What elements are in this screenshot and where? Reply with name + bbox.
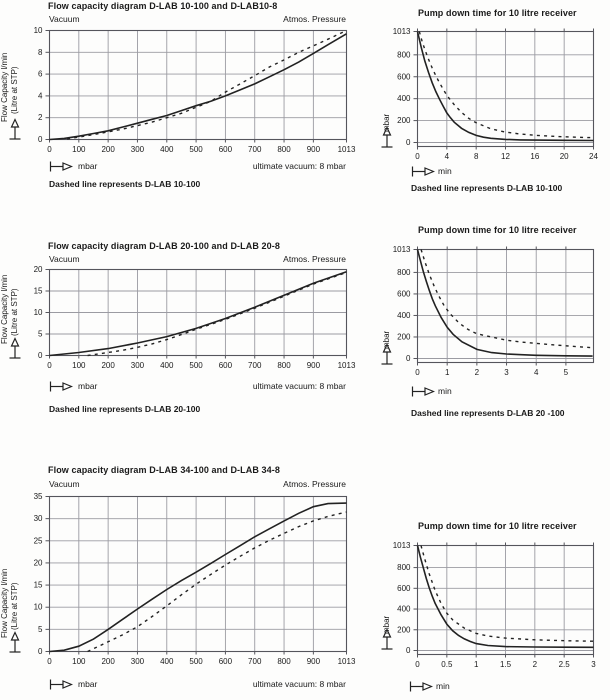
- x-tick-label: 600: [218, 145, 233, 154]
- x-tick-label: 0: [47, 657, 52, 666]
- x-tick-label: 1.5: [499, 660, 512, 669]
- dashed-curve: [67, 31, 346, 140]
- y-axis-label: Flow Capacity l/min: [0, 568, 9, 638]
- y-tick-label: 200: [397, 625, 411, 635]
- x-tick-label: 3: [504, 368, 509, 377]
- y-tick-label: 8: [38, 47, 43, 57]
- y-tick-label: 6: [38, 69, 43, 79]
- x-tick-label: 0: [47, 145, 52, 154]
- y-tick-label: 15: [33, 580, 43, 590]
- dashed-line-caption: Dashed line represents D-LAB 10-100: [49, 179, 201, 189]
- y-tick-label: 5: [38, 624, 43, 634]
- y-tick-label: 30: [33, 514, 43, 524]
- x-tick-label: 8: [473, 152, 479, 161]
- x-tick-label: 200: [101, 361, 115, 370]
- y-axis-label: mbar: [382, 113, 391, 132]
- y-tick-label: 25: [33, 536, 43, 546]
- flow-capacity-20-plot-area: [33, 265, 356, 370]
- y-tick-label: 600: [397, 72, 411, 82]
- x-tick-label: 0: [415, 660, 420, 669]
- bar-arrow-right-icon: [409, 681, 433, 692]
- y-tick-label: 35: [33, 492, 43, 501]
- x-tick-label: 300: [130, 361, 145, 370]
- grid-lines: [50, 270, 347, 356]
- x-tick-label: 200: [101, 145, 115, 154]
- bar-arrow-right-icon: [49, 381, 73, 392]
- x-tick-label: 100: [72, 361, 86, 370]
- vacuum-label: Vacuum: [49, 254, 80, 264]
- x-tick-label: 700: [248, 657, 262, 666]
- grid-lines: [418, 32, 594, 147]
- chart-title: Flow capacity diagram D-LAB 20-100 and D-LAB 20-8: [48, 241, 280, 251]
- ultimate-vacuum-note: ultimate vacuum: 8 mbar: [252, 161, 346, 171]
- x-tick-label: 1: [444, 368, 450, 377]
- chart-title: Flow capacity diagram D-LAB 10-100 and D-LAB10-8: [48, 1, 278, 11]
- y-tick-label: 10: [33, 308, 43, 317]
- atmos-pressure-label: Atmos. Pressure: [283, 254, 346, 264]
- bar-arrow-right-icon: [49, 161, 73, 172]
- y-axis-label: (Litre at STP): [10, 582, 19, 630]
- chart-title: Flow capacity diagram D-LAB 34-100 and D-LAB 34-8: [48, 465, 280, 475]
- vacuum-label: Vacuum: [49, 479, 80, 489]
- bar-arrow-right-icon: [49, 679, 73, 690]
- x-tick-label: 24: [589, 152, 598, 161]
- y-tick-label: 600: [397, 583, 411, 593]
- y-tick-label: 0: [38, 135, 43, 144]
- y-tick-label: 1013: [392, 245, 411, 254]
- x-tick-label: 400: [160, 657, 174, 666]
- x-axis-unit: min: [436, 681, 450, 691]
- x-tick-label: 0.5: [441, 660, 453, 669]
- y-tick-label: 800: [397, 50, 411, 60]
- x-axis-unit: mbar: [78, 679, 98, 689]
- x-tick-label: 900: [306, 657, 321, 666]
- y-axis-label: mbar: [382, 615, 391, 634]
- y-tick-label: 400: [397, 604, 411, 614]
- bar-arrow-right-icon: [411, 386, 435, 397]
- x-tick-label: 400: [160, 145, 174, 154]
- y-axis-label: Flow Capacity l/min: [0, 52, 9, 122]
- x-tick-label: 1013: [337, 657, 356, 666]
- chart-title: Pump down time for 10 litre receiver: [418, 225, 577, 235]
- flow-capacity-20-svg: [15, 261, 368, 373]
- x-tick-label: 20: [559, 152, 569, 161]
- y-tick-label: 600: [397, 289, 411, 299]
- pump-down-10-svg: [383, 23, 610, 164]
- y-tick-label: 2: [38, 113, 43, 123]
- y-tick-label: 200: [397, 116, 411, 126]
- y-tick-label: 0: [38, 351, 43, 360]
- x-tick-label: 200: [101, 657, 115, 666]
- pump-down-34-svg: [383, 537, 610, 672]
- atmos-pressure-label: Atmos. Pressure: [283, 479, 346, 489]
- x-tick-label: 1013: [337, 361, 356, 370]
- chart-title: Pump down time for 10 litre receiver: [418, 521, 577, 531]
- y-axis-label: (Litre at STP): [10, 66, 19, 114]
- dashed-line-caption: Dashed line represents D-LAB 20-100: [49, 404, 201, 414]
- x-tick-label: 16: [530, 152, 540, 161]
- x-tick-label: 500: [189, 657, 203, 666]
- x-axis-unit: min: [438, 386, 452, 396]
- pump-down-34-plot-area: [392, 541, 596, 669]
- flow-capacity-10-plot-area: [33, 26, 356, 154]
- x-tick-label: 0: [47, 361, 52, 370]
- x-tick-label: 100: [72, 145, 86, 154]
- x-tick-label: 600: [218, 361, 233, 370]
- pump-down-20-plot-area: [392, 245, 593, 377]
- x-tick-label: 300: [130, 657, 145, 666]
- x-tick-label: 800: [277, 361, 291, 370]
- y-tick-label: 0: [38, 647, 43, 656]
- x-tick-label: 300: [130, 145, 145, 154]
- x-tick-label: 900: [306, 361, 321, 370]
- y-tick-label: 0: [406, 354, 411, 363]
- x-tick-label: 700: [248, 361, 262, 370]
- x-tick-label: 500: [189, 145, 203, 154]
- y-tick-label: 1013: [392, 541, 411, 550]
- dashed-line-caption: Dashed line represents D-LAB 10-100: [411, 183, 563, 193]
- grid-lines: [50, 497, 347, 652]
- x-tick-label: 4: [444, 152, 450, 161]
- y-tick-label: 20: [33, 265, 43, 274]
- y-tick-label: 10: [33, 26, 43, 35]
- y-tick-label: 0: [406, 646, 411, 655]
- pump-down-20-svg: [383, 241, 610, 380]
- plot-border: [50, 497, 347, 652]
- x-tick-label: 3: [591, 660, 596, 669]
- chart-title: Pump down time for 10 litre receiver: [418, 8, 577, 18]
- x-tick-label: 2.5: [558, 660, 570, 669]
- flow-capacity-34-plot-area: [33, 492, 356, 666]
- x-tick-label: 2: [474, 368, 480, 377]
- x-tick-label: 500: [189, 361, 203, 370]
- y-tick-label: 800: [397, 267, 411, 277]
- y-axis-label: mbar: [382, 330, 391, 349]
- axis-tick-marks: [414, 543, 594, 658]
- flow-capacity-10-svg: [15, 22, 368, 157]
- atmos-pressure-label: Atmos. Pressure: [283, 14, 346, 24]
- y-tick-label: 15: [33, 286, 43, 296]
- x-tick-label: 5: [563, 368, 569, 377]
- x-tick-label: 700: [248, 145, 262, 154]
- y-tick-label: 20: [33, 558, 43, 568]
- x-tick-label: 600: [218, 657, 233, 666]
- y-tick-label: 5: [38, 329, 43, 339]
- ultimate-vacuum-note: ultimate vacuum: 8 mbar: [252, 679, 346, 689]
- x-tick-label: 800: [277, 145, 291, 154]
- dashed-curve: [419, 32, 593, 138]
- bar-arrow-right-icon: [411, 166, 435, 177]
- y-tick-label: 10: [33, 602, 43, 612]
- y-tick-label: 400: [397, 310, 411, 320]
- x-tick-label: 0: [415, 368, 420, 377]
- y-tick-label: 400: [397, 94, 411, 104]
- y-tick-label: 0: [406, 138, 411, 147]
- y-axis-label: Flow Capacity l/min: [0, 274, 9, 344]
- x-tick-label: 900: [306, 145, 321, 154]
- x-tick-label: 400: [160, 361, 174, 370]
- x-tick-label: 100: [72, 657, 86, 666]
- x-tick-label: 1013: [337, 145, 356, 154]
- x-axis-unit: mbar: [78, 381, 98, 391]
- grid-lines: [50, 31, 347, 140]
- x-tick-label: 1: [473, 660, 479, 669]
- x-axis-unit: min: [438, 166, 452, 176]
- x-tick-label: 2: [532, 660, 538, 669]
- flow-capacity-34-svg: [15, 488, 368, 669]
- y-tick-label: 1013: [392, 27, 411, 36]
- axis-tick-marks: [414, 247, 566, 366]
- y-tick-label: 4: [38, 91, 43, 101]
- pump-down-10-plot-area: [392, 27, 598, 161]
- x-tick-label: 12: [501, 152, 510, 161]
- dashed-curve: [88, 512, 347, 652]
- y-tick-label: 800: [397, 563, 411, 573]
- x-tick-label: 800: [277, 657, 291, 666]
- y-tick-label: 200: [397, 332, 411, 342]
- y-axis-label: (Litre at STP): [10, 288, 19, 336]
- x-axis-unit: mbar: [78, 161, 98, 171]
- solid-curve: [50, 272, 347, 356]
- plot-border: [50, 31, 347, 140]
- solid-curve: [50, 34, 347, 140]
- dashed-line-caption: Dashed line represents D-LAB 20 -100: [411, 408, 565, 418]
- ultimate-vacuum-note: ultimate vacuum: 8 mbar: [252, 381, 346, 391]
- x-tick-label: 0: [415, 152, 420, 161]
- x-tick-label: 4: [533, 368, 539, 377]
- vacuum-label: Vacuum: [49, 14, 80, 24]
